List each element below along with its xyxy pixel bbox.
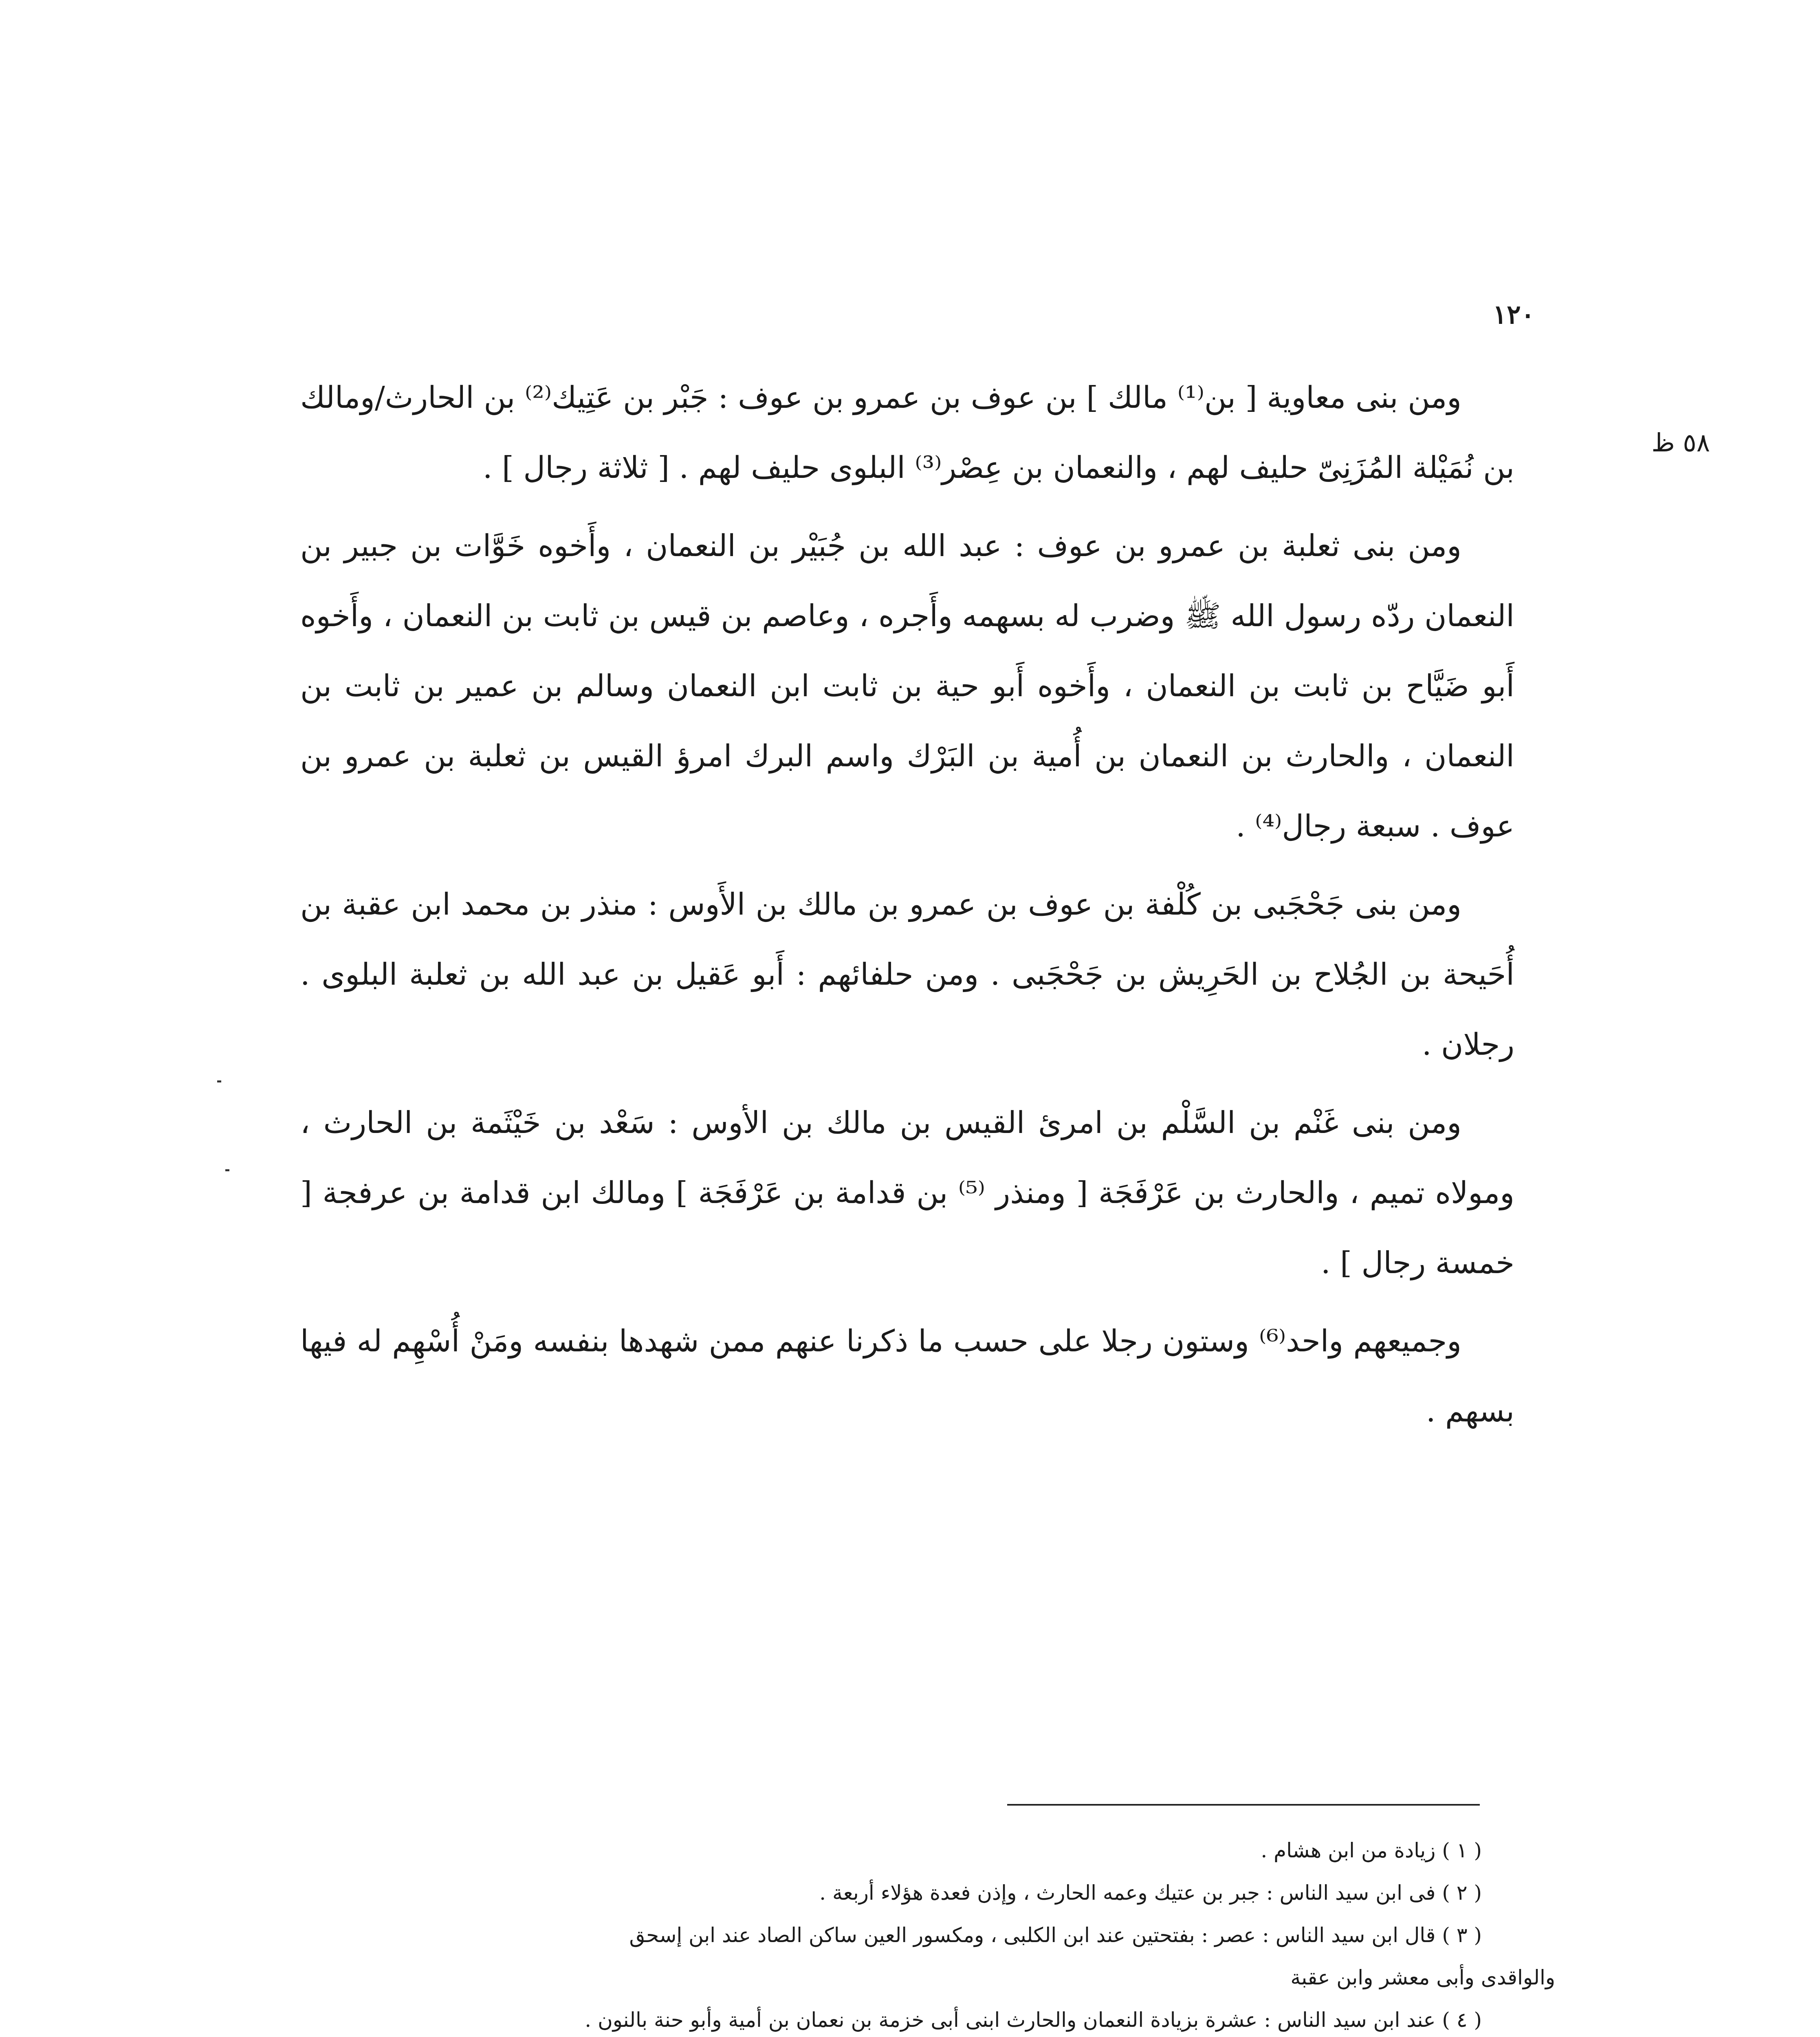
footnote-continuation: والواقدى وأبى معشر وابن عقبة	[1290, 1966, 1555, 1989]
paragraph: ومن بنى معاوية [ بن⁽¹⁾ مالك ] بن عوف بن عمرو بن عوف : جَبْر بن عَتِيك⁽²⁾ بن الحارث/ومالك بن نُمَيْلة المُزَنِىّ حليف لهم ، والنعمان بن عِصْر⁽³⁾ البلوى حليف لهم . [ ثلاثة رجال ] .	[300, 380, 1514, 485]
page-number: ١٢٠	[1492, 299, 1535, 330]
footnote: ( ٤ ) عند ابن سيد الناس : عشرة بزيادة النعمان والحارث ابنى أبى خزمة بن نعمان بن أمية وأبو حنة بالنون .	[585, 2008, 1482, 2032]
footnote: ( ٢ ) فى ابن سيد الناس : جبر بن عتيك وعمه الحارث ، وإذن فعدة هؤلاء أربعة .	[819, 1881, 1482, 1905]
footnote-divider	[1007, 1804, 1480, 1806]
margin-mark	[217, 1080, 221, 1082]
footnote: ( ٣ ) قال ابن سيد الناس : عصر : بفتحتين عند ابن الكلبى ، ومكسور العين ساكن الصاد عند ابن إسحق	[629, 1923, 1482, 1947]
main-text-body	[300, 363, 1514, 1454]
margin-folio-note: ٥٨ ظ	[1651, 428, 1710, 458]
paragraph: ومن بنى غَنْم بن السَّلْم بن امرئ القيس بن مالك بن الأوس : سَعْد بن خَيْثَمة بن الحارث ، ومولاه تميم ، والحارث بن عَرْفَجَة [ ومنذر ⁽⁵⁾ بن قدامة بن عَرْفَجَة ] ومالك ابن قدامة بن عرفجة [ خمسة رجال ] .	[300, 1105, 1514, 1280]
paragraph: وجميعهم واحد⁽⁶⁾ وستون رجلا على حسب ما ذكرنا عنهم ممن شهدها بنفسه ومَنْ أُسْهِم له فيها بسهم .	[300, 1324, 1514, 1429]
paragraph: ومن بنى جَحْجَبى بن كُلْفة بن عوف بن عمرو بن مالك بن الأَوس : منذر بن محمد ابن عقبة بن أُحَيحة بن الجُلاح بن الحَرِيش بن جَحْجَبى . ومن حلفائهم : أَبو عَقيل بن عبد الله بن ثعلبة البلوى . رجلان .	[300, 887, 1514, 1062]
paragraph: ومن بنى ثعلبة بن عمرو بن عوف : عبد الله بن جُبَيْر بن النعمان ، وأَخوه خَوَّات بن جبير بن النعمان ردّه رسول الله ﷺ وضرب له بسهمه وأَجره ، وعاصم بن قيس بن ثابت بن النعمان ، وأَخوه أَبو ضَيَّاح بن ثابت بن النعمان ، وأَخوه أَبو حية بن ثابت ابن النعمان وسالم بن عمير بن ثابت بن النعمان ، والحارث بن النعمان بن أُمية بن البَرْك واسم البرك امرؤ القيس بن ثعلبة بن عمرو بن عوف . سبعة رجال⁽⁴⁾ .	[300, 528, 1514, 844]
footnote: ( ١ ) زيادة من ابن هشام .	[1261, 1839, 1482, 1862]
footnotes	[300, 1829, 1555, 2037]
margin-mark	[225, 1169, 229, 1171]
